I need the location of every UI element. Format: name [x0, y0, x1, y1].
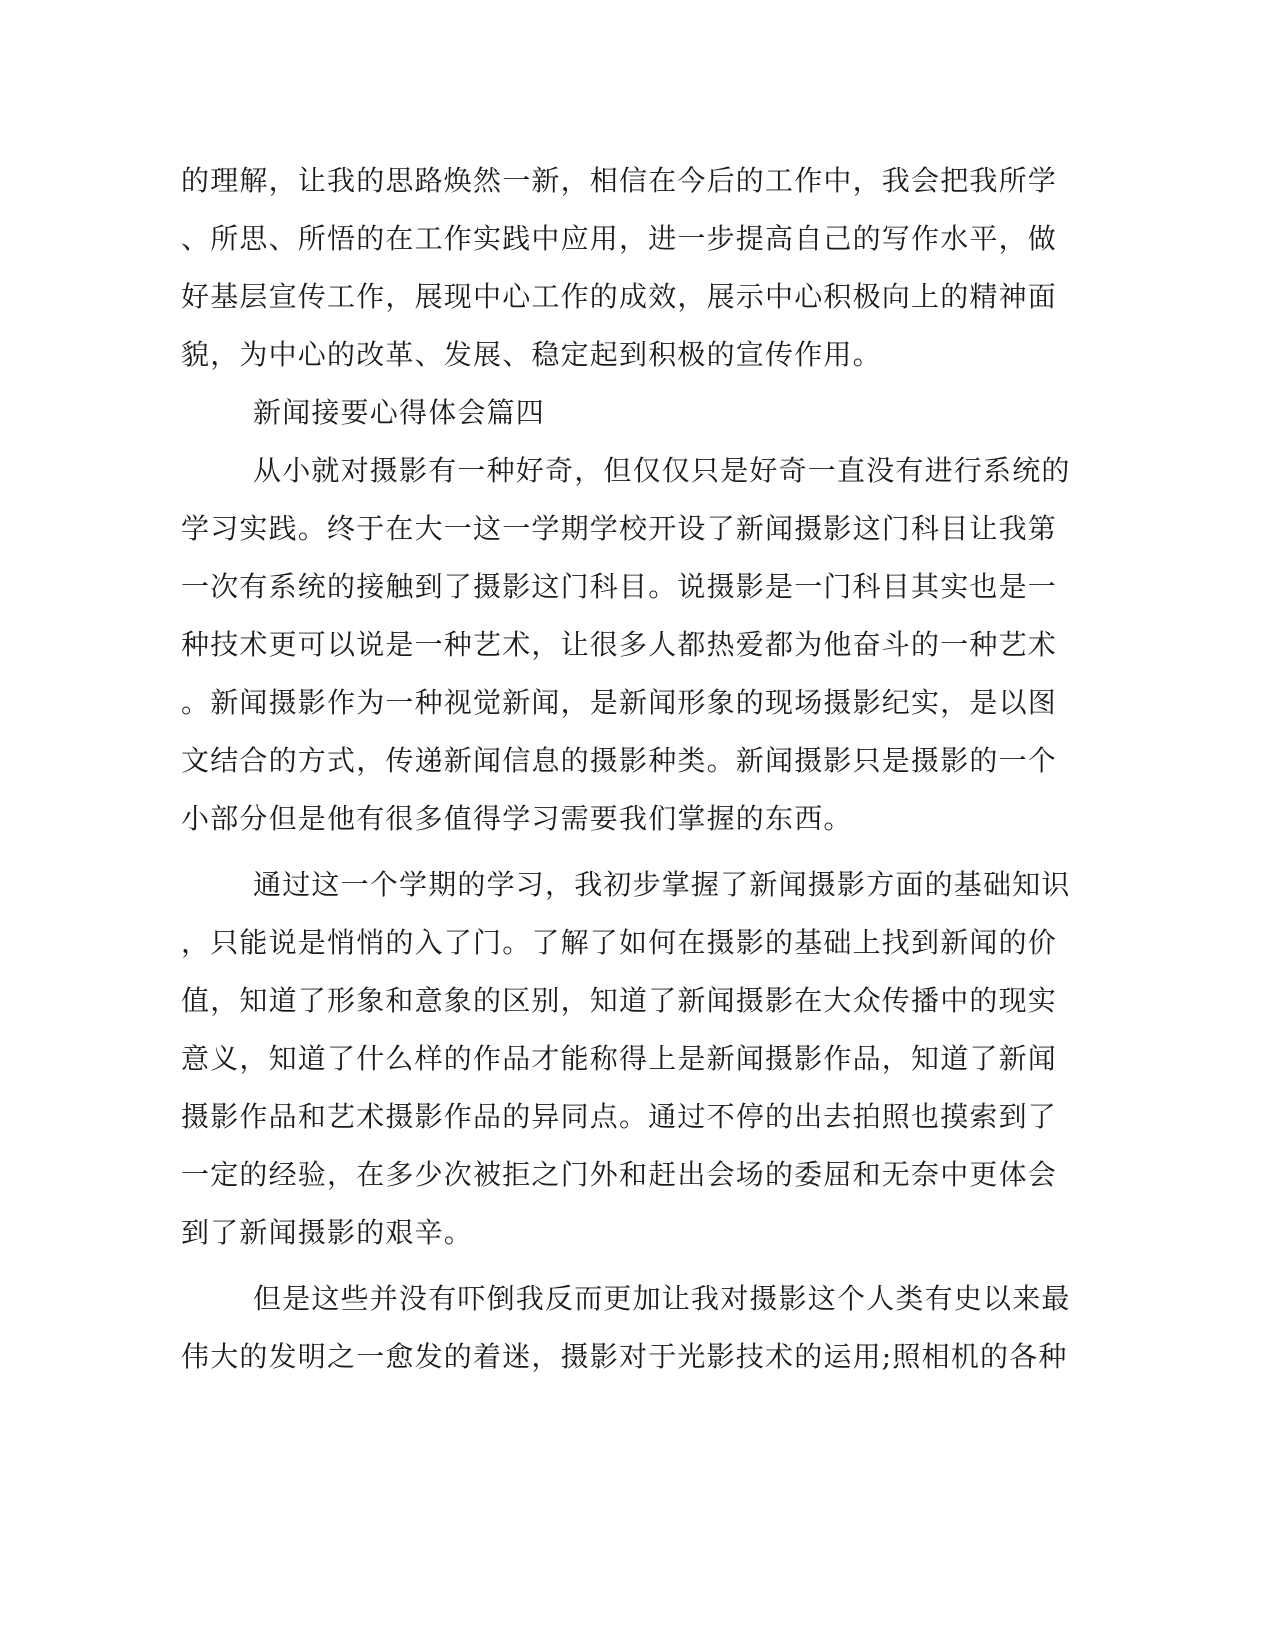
section-heading: 新闻接要心得体会篇四 [253, 396, 546, 429]
text-line: 通过这一个学期的学习，我初步掌握了新闻摄影方面的基础知识 [253, 868, 1071, 901]
text-line: 伟大的发明之一愈发的着迷，摄影对于光影技术的运用;照相机的各种 [181, 1340, 1068, 1373]
text-line: 意义，知道了什么样的作品才能称得上是新闻摄影作品，知道了新闻 [181, 1042, 1058, 1075]
text-line: 从小就对摄影有一种好奇，但仅仅只是好奇一直没有进行系统的 [253, 454, 1071, 487]
text-line: 到了新闻摄影的艰辛。 [181, 1216, 474, 1249]
text-line: ，只能说是悄悄的入了门。了解了如何在摄影的基础上找到新闻的价 [181, 926, 1058, 959]
text-line: 好基层宣传工作，展现中心工作的成效，展示中心积极向上的精神面 [181, 280, 1058, 313]
text-line: 、所思、所悟的在工作实践中应用，进一步提高自己的写作水平，做 [181, 222, 1058, 255]
text-line: 学习实践。终于在大一这一学期学校开设了新闻摄影这门科目让我第 [181, 512, 1058, 545]
text-line: 小部分但是他有很多值得学习需要我们掌握的东西。 [181, 802, 853, 835]
text-line: 的理解，让我的思路焕然一新，相信在今后的工作中，我会把我所学 [181, 164, 1058, 197]
text-line: 一次有系统的接触到了摄影这门科目。说摄影是一门科目其实也是一 [181, 570, 1058, 603]
text-line: 文结合的方式，传递新闻信息的摄影种类。新闻摄影只是摄影的一个 [181, 744, 1058, 777]
text-line: 一定的经验，在多少次被拒之门外和赶出会场的委屈和无奈中更体会 [181, 1158, 1058, 1191]
text-line: 。新闻摄影作为一种视觉新闻，是新闻形象的现场摄影纪实，是以图 [181, 686, 1058, 719]
text-line: 种技术更可以说是一种艺术，让很多人都热爱都为他奋斗的一种艺术 [181, 628, 1058, 661]
text-line: 值，知道了形象和意象的区别，知道了新闻摄影在大众传播中的现实 [181, 984, 1058, 1017]
text-line: 但是这些并没有吓倒我反而更加让我对摄影这个人类有史以来最 [253, 1282, 1071, 1315]
text-line: 摄影作品和艺术摄影作品的异同点。通过不停的出去拍照也摸索到了 [181, 1100, 1058, 1133]
text-line: 貌，为中心的改革、发展、稳定起到积极的宣传作用。 [181, 338, 882, 371]
